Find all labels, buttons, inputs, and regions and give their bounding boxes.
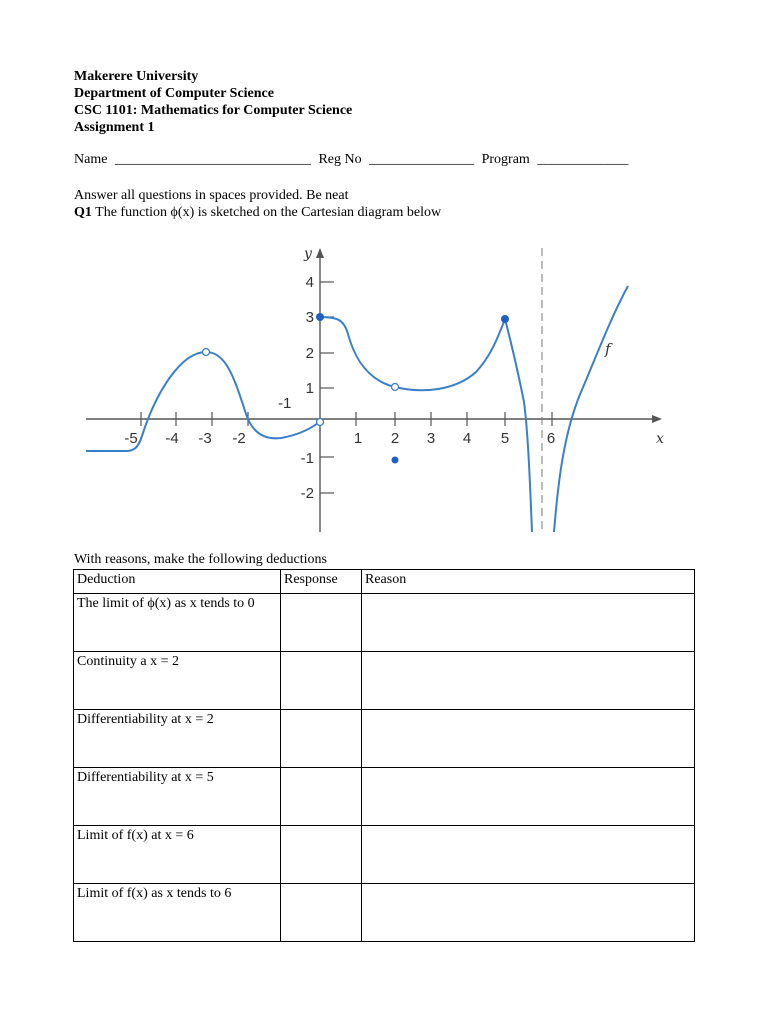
table-row [74,710,695,768]
axes [86,252,658,532]
deduction-cell: Limit of f(x) as x tends to 6 [74,884,281,942]
response-cell[interactable] [281,594,362,652]
response-cell[interactable] [281,768,362,826]
closed-point-marker [316,313,324,321]
y-tick-label: 1 [305,380,314,397]
name-blank[interactable]: ____________________________ [114,152,311,167]
table-row [74,652,695,710]
deduction-cell: Limit of f(x) at x = 6 [74,826,281,884]
reason-cell[interactable] [362,826,695,884]
open-point-marker [203,349,210,356]
deduction-cell: The limit of ϕ(x) as x tends to 0 [74,594,281,652]
program-label: Program [481,152,530,167]
x-tick-label: 6 [546,430,556,447]
reg-label: Reg No [318,152,362,167]
response-cell[interactable] [281,826,362,884]
open-point-marker [317,419,324,426]
deduction-cell: Differentiability at x = 2 [74,710,281,768]
closed-point-marker [501,315,509,323]
question-1-text: The function ϕ(x) is sketched on the Cartesian diagram below [95,205,442,220]
y-tick-label: 2 [305,345,314,362]
x-tick-label: 1 [353,430,363,447]
header-deduction: Deduction [74,570,281,594]
minus-one-label: -1 [278,395,292,412]
header-reason: Reason [362,570,695,594]
question-1 [74,204,441,221]
header-response: Response [281,570,362,594]
curve-middle-segment [320,317,532,532]
x-tick-label: -5 [124,430,138,447]
table-row [74,594,695,652]
x-tick-label: 5 [500,430,510,447]
y-tick-label: 4 [305,274,314,291]
function-curve [86,286,628,532]
x-axis-label: x [656,431,664,447]
reg-blank[interactable]: _______________ [369,152,475,167]
assignment-title: Assignment 1 [74,120,155,135]
course-title: CSC 1101: Mathematics for Computer Science [74,103,353,118]
curve-right-segment [554,286,628,532]
program-blank[interactable]: _____________ [537,152,629,167]
response-cell[interactable] [281,884,362,942]
y-axis-arrow [316,248,324,258]
reason-cell[interactable] [362,652,695,710]
university-name: Makerere University [74,69,199,84]
x-tick-label: 3 [426,430,436,447]
x-tick-label: -4 [165,430,179,447]
table-row [74,768,695,826]
x-tick-label: 2 [390,430,400,447]
table-row [74,884,695,942]
deduction-cell: Continuity a x = 2 [74,652,281,710]
instruction-line: Answer all questions in spaces provided. Be neat [74,188,349,203]
y-tick-label: 3 [305,309,314,326]
table-row [74,826,695,884]
reason-cell[interactable] [362,768,695,826]
x-axis-arrow [652,415,662,423]
table-header-row [74,570,695,594]
response-cell[interactable] [281,710,362,768]
x-tick-label: -2 [232,430,246,447]
response-cell[interactable] [281,652,362,710]
reason-cell[interactable] [362,594,695,652]
x-tick-label: 4 [462,430,472,447]
function-graph [86,242,676,540]
isolated-point-marker [392,457,399,464]
open-point-marker [392,384,399,391]
y-axis-label: y [304,246,312,262]
department-name: Department of Computer Science [74,86,274,101]
instructions [74,187,441,221]
reason-cell[interactable] [362,710,695,768]
document-header [74,68,352,136]
y-tick-label: -1 [300,450,314,467]
name-label: Name [74,152,108,167]
deductions-table [73,569,695,942]
question-1-label: Q1 [74,205,92,220]
function-label: f [605,340,611,358]
reason-cell[interactable] [362,884,695,942]
deduction-cell: Differentiability at x = 5 [74,768,281,826]
student-info-line [74,152,632,168]
y-tick-label: -2 [300,485,314,502]
table-intro: With reasons, make the following deductions [74,552,327,567]
x-tick-label: -3 [198,430,212,447]
